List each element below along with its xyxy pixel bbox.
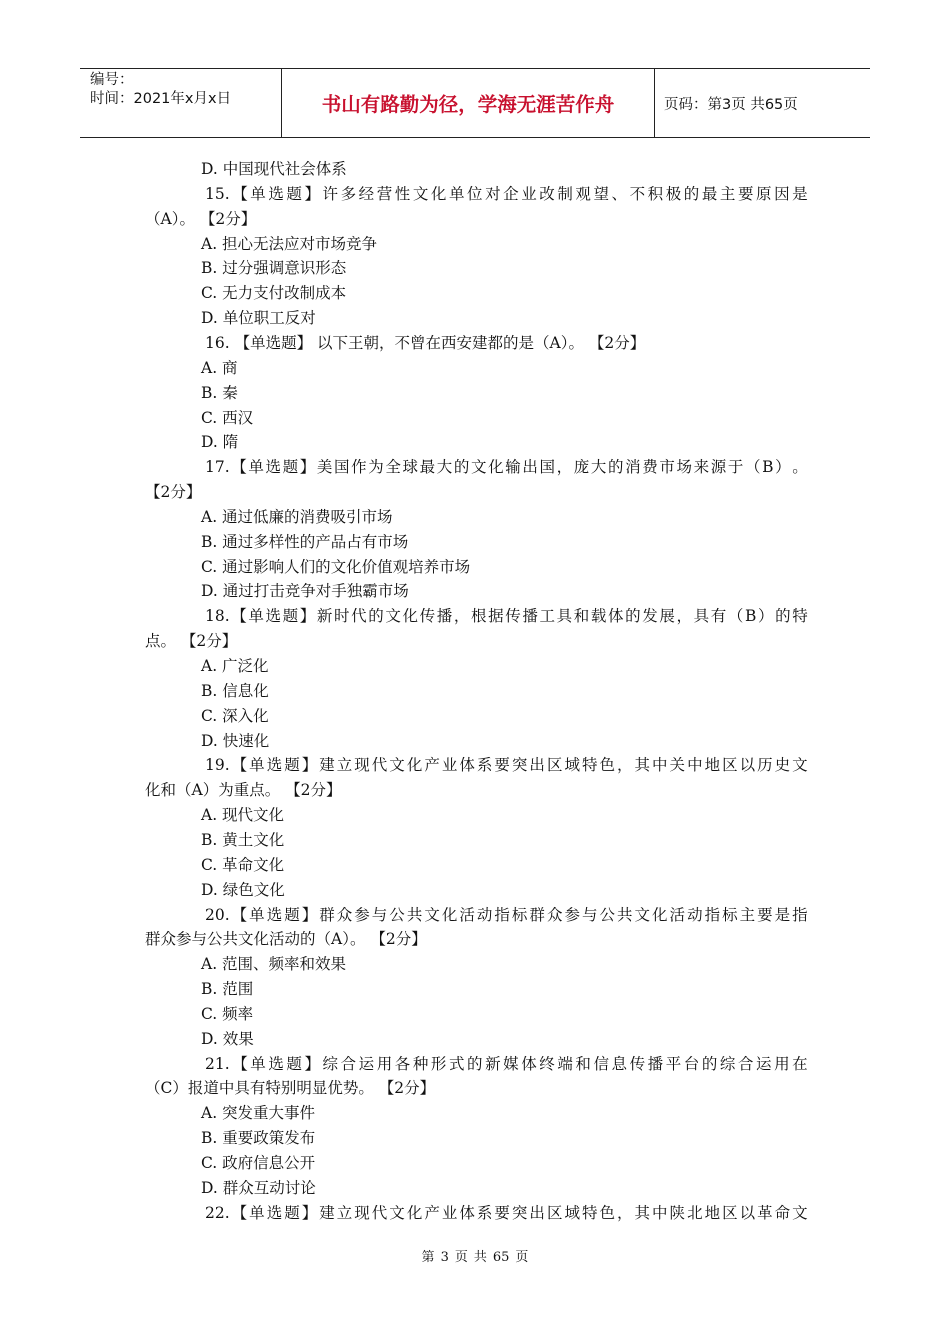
header-meta-cell <box>80 69 282 137</box>
answer-option: C. 革命文化 <box>201 855 285 874</box>
answer-option: D. 绿色文化 <box>201 880 285 899</box>
answer-option: B. 范围 <box>201 980 254 999</box>
answer-option: A. 现代文化 <box>201 806 285 825</box>
question-line: 17. 【 单 选 题 】 美 国 作 为 全 球 最 大 的 文 化 输 出 国 ， 庞 大 的 消 费 市 场 来 源 于 （ B ） 。 <box>205 458 808 477</box>
question-line: 15. 【 单 选 题 】 许 多 经 营 性 文 化 单 位 对 企 业 改 制 观 望 、 不 积 极 的 最 主 要 原 因 是 <box>205 184 808 203</box>
page-footer <box>0 1246 950 1265</box>
footer-word: 页 <box>454 1250 468 1265</box>
answer-option: D. 隋 <box>201 433 239 452</box>
question-continuation: 群众参与公共文化活动的（A）。 【2分】 <box>145 930 427 949</box>
question-continuation: （C）报道中具有特别明显优势。 【2分】 <box>145 1079 436 1098</box>
footer-page-number: 3 <box>440 1250 449 1265</box>
answer-option: B. 通过多样性的产品占有市场 <box>201 532 409 551</box>
date-label: 时间：2021年x月x日 <box>90 91 232 107</box>
answer-option: B. 秦 <box>201 383 238 402</box>
header-page-label: 页码：第3页 共65页 <box>664 96 798 113</box>
answer-option: C. 无力支付改制成本 <box>201 284 347 303</box>
answer-option: B. 重要政策发布 <box>201 1129 316 1148</box>
footer-word: 共 <box>473 1250 487 1265</box>
serial-label: 编号： <box>90 72 134 88</box>
question-line: 18. 【 单 选 题 】 新 时 代 的 文 化 传 播 ， 根 据 传 播 工 具 和 载 体 的 发 展 ， 具 有 （ B ） 的 特 <box>205 607 808 626</box>
answer-option: A. 商 <box>201 358 238 377</box>
footer-word: 第 <box>421 1250 435 1265</box>
answer-option: A. 广泛化 <box>201 657 269 675</box>
question-line: 21. 【 单 选 题 】 综 合 运 用 各 种 形 式 的 新 媒 体 终 端 和 信 息 传 播 平 台 的 综 合 运 用 在 <box>205 1054 808 1073</box>
footer-total-pages: 65 <box>492 1250 510 1265</box>
question-continuation: 化和（A）为重点。 【2分】 <box>145 781 342 800</box>
answer-option: C. 政府信息公开 <box>201 1154 316 1172</box>
answer-option: C. 深入化 <box>201 706 269 725</box>
answer-option: A. 范围、频率和效果 <box>201 955 347 974</box>
answer-option: C. 频率 <box>201 1004 254 1023</box>
answer-option: B. 过分强调意识形态 <box>201 259 347 278</box>
answer-option: B. 黄土文化 <box>201 830 285 849</box>
answer-option: A. 担心无法应对市场竞争 <box>201 234 378 253</box>
answer-option: D. 快速化 <box>201 731 270 750</box>
answer-option: D. 单位职工反对 <box>201 309 316 328</box>
answer-option: D. 中国现代社会体系 <box>201 160 347 178</box>
footer-word: 页 <box>515 1250 529 1265</box>
answer-option: C. 西汉 <box>201 408 254 427</box>
question-continuation: 点。 【2分】 <box>145 632 238 651</box>
answer-option: D. 群众互动讨论 <box>201 1178 316 1197</box>
answer-option: A. 突发重大事件 <box>201 1104 316 1123</box>
question-continuation: 【2分】 <box>145 483 202 502</box>
question-continuation: （A）。 【2分】 <box>145 209 257 228</box>
answer-option: B. 信息化 <box>201 681 269 700</box>
question-line: 20. 【 单 选 题 】 群 众 参 与 公 共 文 化 活 动 指 标 群 众 参 与 公 共 文 化 活 动 指 标 主 要 是 指 <box>205 905 808 924</box>
question-line: 19. 【 单 选 题 】 建 立 现 代 文 化 产 业 体 系 要 突 出 区 域 特 色 ， 其 中 关 中 地 区 以 历 史 文 <box>205 756 808 775</box>
answer-option: D. 通过打击竞争对手独霸市场 <box>201 582 409 601</box>
question-line: 16. 【单选题】 以下王朝，不曾在西安建都的是（A）。 【2分】 <box>205 333 646 352</box>
header-motto: 书山有路勤为径，学海无涯苦作舟 <box>282 69 655 137</box>
answer-option: C. 通过影响人们的文化价值观培养市场 <box>201 557 471 576</box>
question-line: 22. 【 单 选 题 】 建 立 现 代 文 化 产 业 体 系 要 突 出 区 域 特 色 ， 其 中 陕 北 地 区 以 革 命 文 <box>205 1203 808 1222</box>
answer-option: D. 效果 <box>201 1029 254 1048</box>
page-header <box>80 68 870 138</box>
answer-option: A. 通过低廉的消费吸引市场 <box>201 507 393 526</box>
